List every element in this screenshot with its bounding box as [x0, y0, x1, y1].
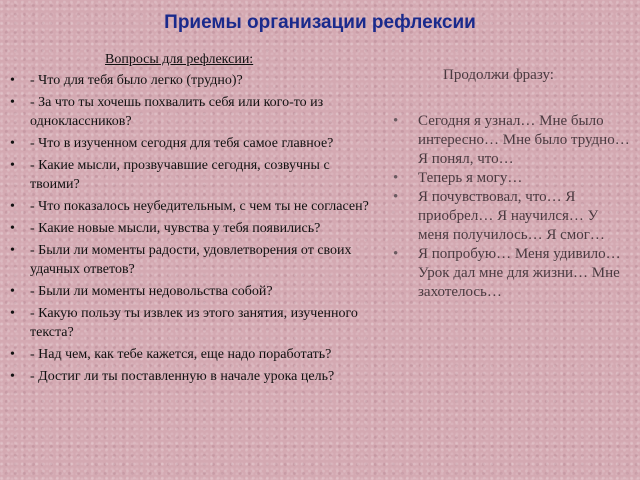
list-item: • - Были ли моменты радости, удовлетворения от своих удачных ответов?	[10, 241, 378, 279]
list-item: • Я почувствовал, что… Я приобрел… Я научился… У меня получилось… Я смог…	[393, 188, 630, 245]
continue-phrase-heading: Продолжи фразу:	[443, 67, 554, 83]
list-item: • - Что в изученном сегодня для тебя самое главное?	[10, 134, 378, 153]
list-item: • - Достиг ли ты поставленную в начале урока цель?	[10, 367, 378, 386]
page-title: Приемы организации рефлексии	[164, 12, 476, 33]
list-item: • Я попробую… Меня удивило… Урок дал мне для жизни… Мне захотелось…	[393, 245, 630, 302]
questions-heading: Вопросы для рефлексии:	[105, 52, 254, 67]
list-item: • - Что показалось неубедительным, с чем ты не согласен?	[10, 197, 378, 216]
list-item: • Теперь я могу…	[393, 169, 630, 188]
list-item: • - Какую пользу ты извлек из этого занятия, изученного текста?	[10, 304, 378, 342]
reflection-questions-column	[10, 50, 378, 389]
list-item: • - За что ты хочешь похвалить себя или кого-то из одноклассников?	[10, 93, 378, 131]
list-item: • - Какие мысли, прозвучавшие сегодня, созвучны с твоими?	[10, 156, 378, 194]
list-item: • Сегодня я узнал… Мне было интересно… Мне было трудно… Я понял, что…	[393, 112, 630, 169]
questions-list	[10, 71, 378, 386]
list-item: • - Были ли моменты недовольства собой?	[10, 282, 378, 301]
list-item: • - Какие новые мысли, чувства у тебя появились?	[10, 219, 378, 238]
list-item: • - Что для тебя было легко (трудно)?	[10, 71, 378, 90]
phrases-list	[393, 112, 630, 302]
continue-phrase-column	[393, 66, 630, 302]
list-item: • - Над чем, как тебе кажется, еще надо поработать?	[10, 345, 378, 364]
